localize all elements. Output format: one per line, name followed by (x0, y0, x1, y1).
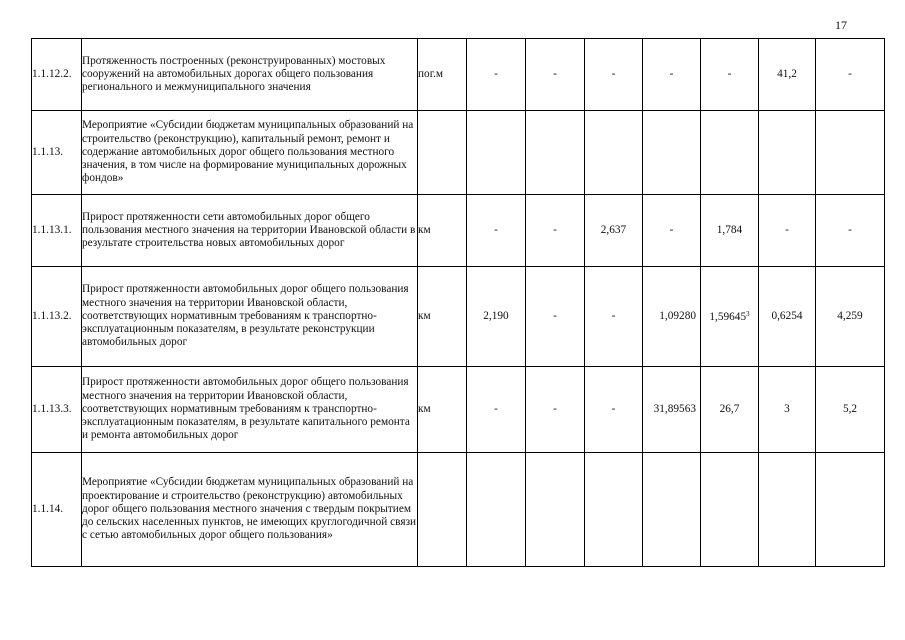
row-description: Прирост протяженности автомобильных дорог общего пользования местного значения на территории Ивановской области, соответствующих нормативным требованиям к транспортно-эксплуатационным показателям, в результате капитального ремонта и ремонта автомобильных дорог (82, 367, 418, 453)
row-unit (418, 111, 467, 195)
row-unit (418, 453, 467, 567)
table-row (32, 367, 885, 453)
row-code: 1.1.14. (32, 453, 82, 567)
row-description: Прирост протяженности автомобильных дорог общего пользования местного значения на территории Ивановской области, соответствующих нормативным требованиям к транспортно-эксплуатационным показателям, в результате реконструкции автомобильных дорог (82, 267, 418, 367)
value-cell (585, 453, 643, 567)
value-cell: - (585, 39, 643, 111)
row-code: 1.1.13.3. (32, 367, 82, 453)
row-code: 1.1.13.1. (32, 195, 82, 267)
value-cell: 26,7 (701, 367, 759, 453)
value-cell: - (585, 267, 643, 367)
value-cell (526, 111, 585, 195)
value-cell (467, 453, 526, 567)
table-row (32, 195, 885, 267)
value-cell: 2,637 (585, 195, 643, 267)
value-cell (759, 453, 816, 567)
footnote-mark: 3 (746, 310, 750, 319)
value-cell: - (467, 367, 526, 453)
value-text: 1,59645 (709, 311, 747, 324)
value-cell: 31,89563 (643, 367, 701, 453)
row-description: Мероприятие «Субсидии бюджетам муниципальных образований на строительство (реконструкцию), капитальный ремонт, ремонт и содержание автомобильных дорог общего пользования местного значения, в том числе на формирование муниципальных дорожных фондов» (82, 111, 418, 195)
value-cell: 4,259 (816, 267, 885, 367)
row-code: 1.1.13. (32, 111, 82, 195)
value-cell: 5,2 (816, 367, 885, 453)
value-cell: - (526, 195, 585, 267)
value-cell: - (467, 39, 526, 111)
value-cell: - (526, 39, 585, 111)
row-unit: пог.м (418, 39, 467, 111)
value-cell: - (816, 39, 885, 111)
row-code: 1.1.13.2. (32, 267, 82, 367)
table-row (32, 111, 885, 195)
row-code: 1.1.12.2. (32, 39, 82, 111)
value-cell: 0,6254 (759, 267, 816, 367)
value-cell: - (526, 367, 585, 453)
table-row (32, 267, 885, 367)
value-cell (816, 453, 885, 567)
value-cell: - (526, 267, 585, 367)
value-cell: - (701, 39, 759, 111)
row-unit: км (418, 367, 467, 453)
indicators-table (31, 38, 885, 567)
value-cell: - (643, 39, 701, 111)
value-cell: - (585, 367, 643, 453)
page-number: 17 (835, 18, 847, 32)
table-row (32, 39, 885, 111)
value-cell (643, 453, 701, 567)
value-cell: - (816, 195, 885, 267)
row-description: Прирост протяженности сети автомобильных дорог общего пользования местного значения на территории Ивановской области в результате строительства новых автомобильных дорог (82, 195, 418, 267)
row-description: Мероприятие «Субсидии бюджетам муниципальных образований на проектирование и строительство (реконструкцию) автомобильных дорог общего пользования местного значения с твердым покрытием до сельских населенных пунктов, не имеющих круглогодичной связи с сетью автомобильных дорог общего пользования» (82, 453, 418, 567)
value-cell (585, 111, 643, 195)
value-cell: 1,09280 (643, 267, 701, 367)
row-unit: км (418, 267, 467, 367)
value-cell (467, 111, 526, 195)
value-cell: 1,784 (701, 195, 759, 267)
row-unit: км (418, 195, 467, 267)
value-cell (643, 111, 701, 195)
value-cell (526, 453, 585, 567)
table-row (32, 453, 885, 567)
value-cell (816, 111, 885, 195)
value-cell: 2,190 (467, 267, 526, 367)
value-cell: - (467, 195, 526, 267)
value-cell: 3 (759, 367, 816, 453)
value-cell: 41,2 (759, 39, 816, 111)
value-cell (759, 111, 816, 195)
value-cell (701, 453, 759, 567)
row-description: Протяженность построенных (реконструированных) мостовых сооружений на автомобильных дорогах общего пользования регионального и межмуниципального значения (82, 39, 418, 111)
value-cell (701, 111, 759, 195)
value-cell: - (759, 195, 816, 267)
value-cell: - (643, 195, 701, 267)
value-cell-with-footnote (701, 267, 759, 367)
